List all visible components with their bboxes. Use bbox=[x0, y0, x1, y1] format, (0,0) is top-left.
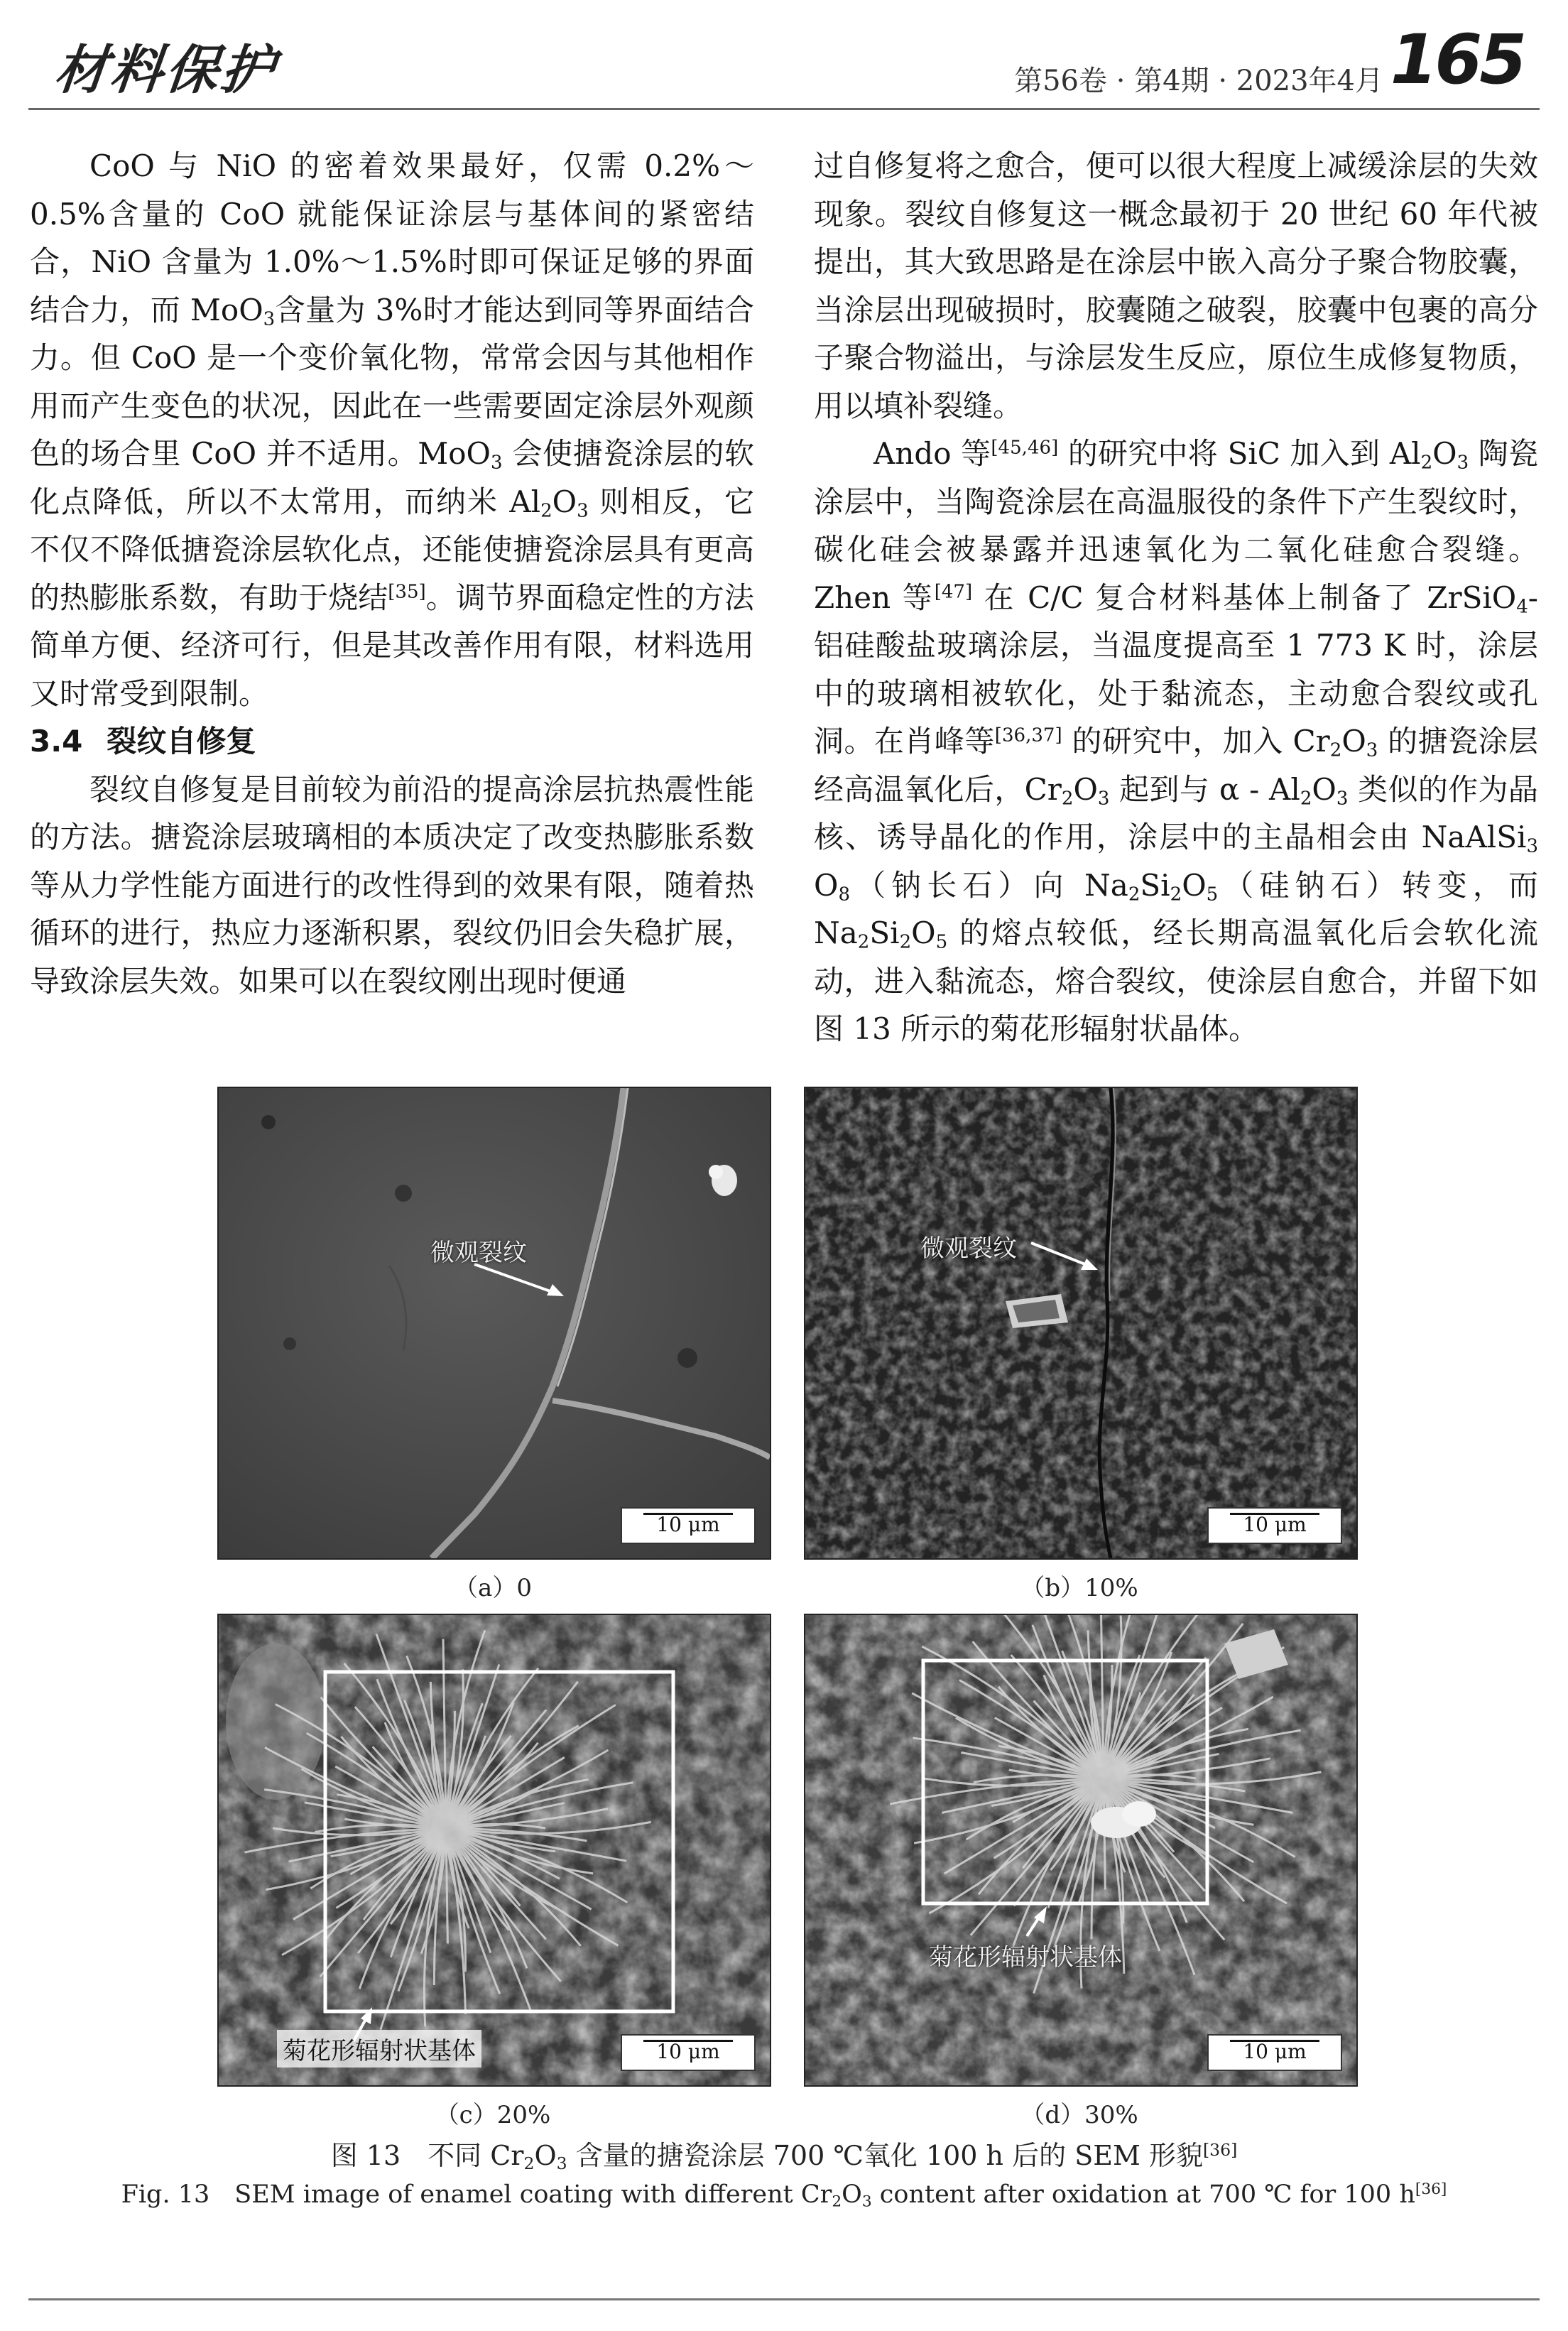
subfigure-caption-d: （d）30% bbox=[1020, 2101, 1138, 2129]
sem-image-d bbox=[805, 1615, 1356, 2085]
subfigure-caption-b: （b）10% bbox=[1020, 1574, 1138, 1602]
journal-logo: 材料保护 bbox=[51, 40, 280, 101]
paragraph-oxide-adhesion: CoO 与 NiO 的密着效果最好，仅需 0.2%～0.5%含量的 CoO 就能保证涂层与基体间的紧密结合，NiO 含量为 1.0%～1.5%时即可保证足够的界面结合力，而 MoO$_3$含量为 3%时才能达到同等界面结合力。但 CoO 是一个变价氧化物，常常会因与其他相作用而产生变色的状况，因此在一些需要固定涂层外观颜色的场合里 CoO 并不适用。MoO$_3$ 会使搪瓷涂层的软化点降低，所以不太常用，而纳米 $Al_2O_3$ 则相反，它不仅不降低搪瓷涂层软化点，还能使搪瓷涂层具有更高的热膨胀系数，有助于烧结[35]。调节界面稳定性的方法简单方便、经济可行，但是其改善作用有限，材料选用又时常受到限制。 bbox=[30, 148, 755, 711]
left-column bbox=[30, 142, 754, 1005]
paragraph-sic-healing: Ando 等[45,46] 的研究中将 SiC 加入到 $Al_2O_3$ 陶瓷涂层中，当陶瓷涂层在高温服役的条件下产生裂纹时，碳化硅会被暴露并迅速氧化为二氧化硅愈合裂缝。Zhen 等[47] 在 C/C 复合材料基体上制备了 ZrSiO$_4$- 铝硅酸盐玻璃涂层，当温度提高至 1 773 K 时，涂层中的玻璃相被软化，处于黏流态，主动愈合裂纹或孔洞。在肖峰等[36,37] 的研究中，加入 $Cr_2O_3$ 的搪瓷涂层经高温氧化后，$Cr_2O_3$ 起到与 α - $Al_2O_3$ 类似的作为晶核、诱导晶化的作用，涂层中的主晶相会由 NaAlSi$_3$ $O_8$（钠长石）向 $Na_2Si_2O_5$（硅钠石）转变，而 $Na_2Si_2O_5$ 的熔点较低，经长期高温氧化后会软化流动，进入黏流态，熔合裂纹，使涂层自愈合，并留下如图 13 所示的菊花形辐射状晶体。 bbox=[814, 436, 1538, 1046]
scale-bar: 10 μm bbox=[1207, 2034, 1342, 2071]
radial-crystal-label: 菊花形辐射状基体 bbox=[277, 2030, 481, 2068]
scale-bar: 10 μm bbox=[1207, 1507, 1342, 1544]
radial-crystal-label: 菊花形辐射状基体 bbox=[929, 1943, 1122, 1972]
sem-panel-a bbox=[217, 1087, 771, 1560]
sem-image-b bbox=[805, 1088, 1356, 1558]
micro-crack-label: 微观裂纹 bbox=[920, 1234, 1017, 1263]
citation: [35] bbox=[388, 581, 426, 603]
header-rule bbox=[28, 108, 1540, 110]
figure-caption-english: Fig. 13 SEM image of enamel coating with different $Cr_2O_3$ content after oxidation at 700 ℃ for 100 h[36] bbox=[121, 2180, 1447, 2211]
citation: [45,46] bbox=[991, 437, 1059, 459]
subfigure-caption-a: （a）0 bbox=[454, 1574, 532, 1602]
section-heading bbox=[30, 717, 754, 766]
sem-image-a bbox=[219, 1088, 770, 1558]
citation: [36] bbox=[1415, 2180, 1447, 2199]
sem-panel-b bbox=[804, 1087, 1358, 1560]
page-number: 165 bbox=[1390, 20, 1524, 99]
citation: [47] bbox=[934, 581, 973, 603]
micro-crack-label: 微观裂纹 bbox=[430, 1239, 527, 1267]
sem-image-c bbox=[219, 1615, 770, 2085]
paragraph-crack-self-healing: 裂纹自修复是目前较为前沿的提高涂层抗热震性能的方法。搪瓷涂层玻璃相的本质决定了改变热膨胀系数等从力学性能方面进行的改性得到的效果有限，随着热循环的进行，热应力逐渐积累，裂纹仍旧会失稳扩展，导致涂层失效。如果可以在裂纹刚出现时便通 bbox=[30, 771, 754, 999]
sem-panel-c bbox=[217, 1614, 771, 2087]
citation: [36] bbox=[1202, 2140, 1238, 2161]
citation: [36,37] bbox=[994, 724, 1062, 746]
footer-rule bbox=[28, 2298, 1540, 2300]
scale-bar: 10 μm bbox=[621, 1507, 756, 1544]
paragraph-continuation: 过自修复将之愈合，便可以很大程度上减缓涂层的失效现象。裂纹自修复这一概念最初于 20 世纪 60 年代被提出，其大致思路是在涂层中嵌入高分子聚合物胶囊，当涂层出现破损时，胶囊随之破裂，胶囊中包裹的高分子聚合物溢出，与涂层发生反应，原位生成修复物质，用以填补裂缝。 bbox=[814, 148, 1538, 423]
section-title: 裂纹自修复 bbox=[107, 724, 256, 759]
section-number: 3.4 bbox=[30, 724, 83, 759]
subfigure-caption-c: （c）20% bbox=[435, 2101, 551, 2129]
issue-info: 第56卷 · 第4期 · 2023年4月 bbox=[1014, 65, 1383, 97]
scale-bar: 10 μm bbox=[621, 2034, 756, 2071]
figure-caption-chinese: 图 13 不同 $Cr_2O_3$ 含量的搪瓷涂层 700 ℃氧化 100 h 后的 SEM 形貌[36] bbox=[330, 2140, 1238, 2173]
right-column bbox=[814, 142, 1538, 1053]
sem-panel-d bbox=[804, 1614, 1358, 2087]
